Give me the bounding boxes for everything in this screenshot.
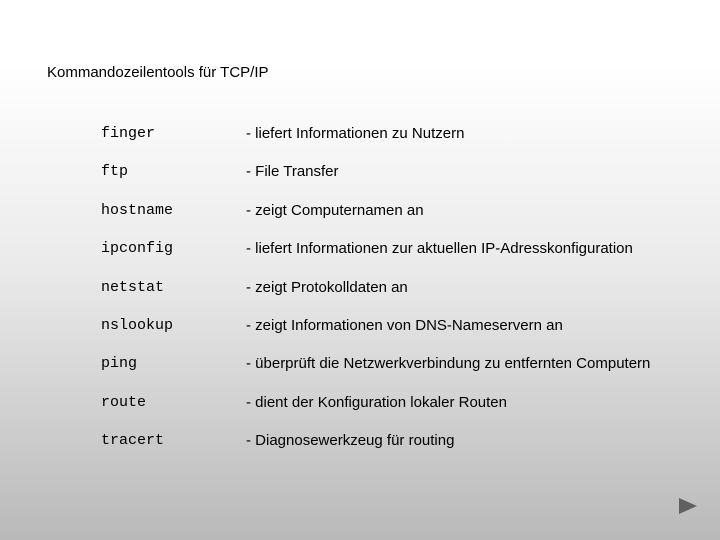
command-description: - überprüft die Netzwerkverbindung zu entfernten Computern: [246, 355, 651, 373]
command-row-finger: [101, 124, 701, 162]
command-name: tracert: [101, 432, 165, 450]
next-slide-button[interactable]: [678, 497, 698, 515]
command-row-nslookup: [101, 316, 701, 354]
command-row-ftp: [101, 162, 701, 200]
command-description: - liefert Informationen zur aktuellen IP-Adresskonfiguration: [246, 240, 633, 258]
command-description: - zeigt Informationen von DNS-Nameservern an: [246, 316, 563, 334]
command-name: nslookup: [101, 316, 174, 334]
command-description: - liefert Informationen zu Nutzern: [246, 125, 465, 142]
command-name: netstat: [101, 278, 165, 296]
command-row-ipconfig: [101, 239, 701, 277]
command-list: [101, 124, 701, 470]
command-row-tracert: [101, 431, 701, 469]
command-description: - zeigt Computernamen an: [246, 201, 424, 219]
command-description: - zeigt Protokolldaten an: [246, 278, 408, 296]
command-name: ftp: [101, 163, 129, 181]
slide-title: Kommandozeilentools für TCP/IP: [47, 64, 269, 81]
command-name: hostname: [101, 201, 174, 219]
command-name: ping: [101, 355, 138, 373]
play-triangle-icon: [678, 497, 698, 515]
command-row-netstat: [101, 278, 701, 316]
command-description: - Diagnosewerkzeug für routing: [246, 432, 455, 450]
command-name: route: [101, 393, 147, 411]
command-name: finger: [101, 125, 156, 142]
command-row-route: [101, 393, 701, 431]
command-name: ipconfig: [101, 240, 174, 258]
command-description: - File Transfer: [246, 163, 339, 181]
command-row-hostname: [101, 201, 701, 239]
command-row-ping: [101, 354, 701, 392]
command-description: - dient der Konfiguration lokaler Routen: [246, 393, 507, 411]
